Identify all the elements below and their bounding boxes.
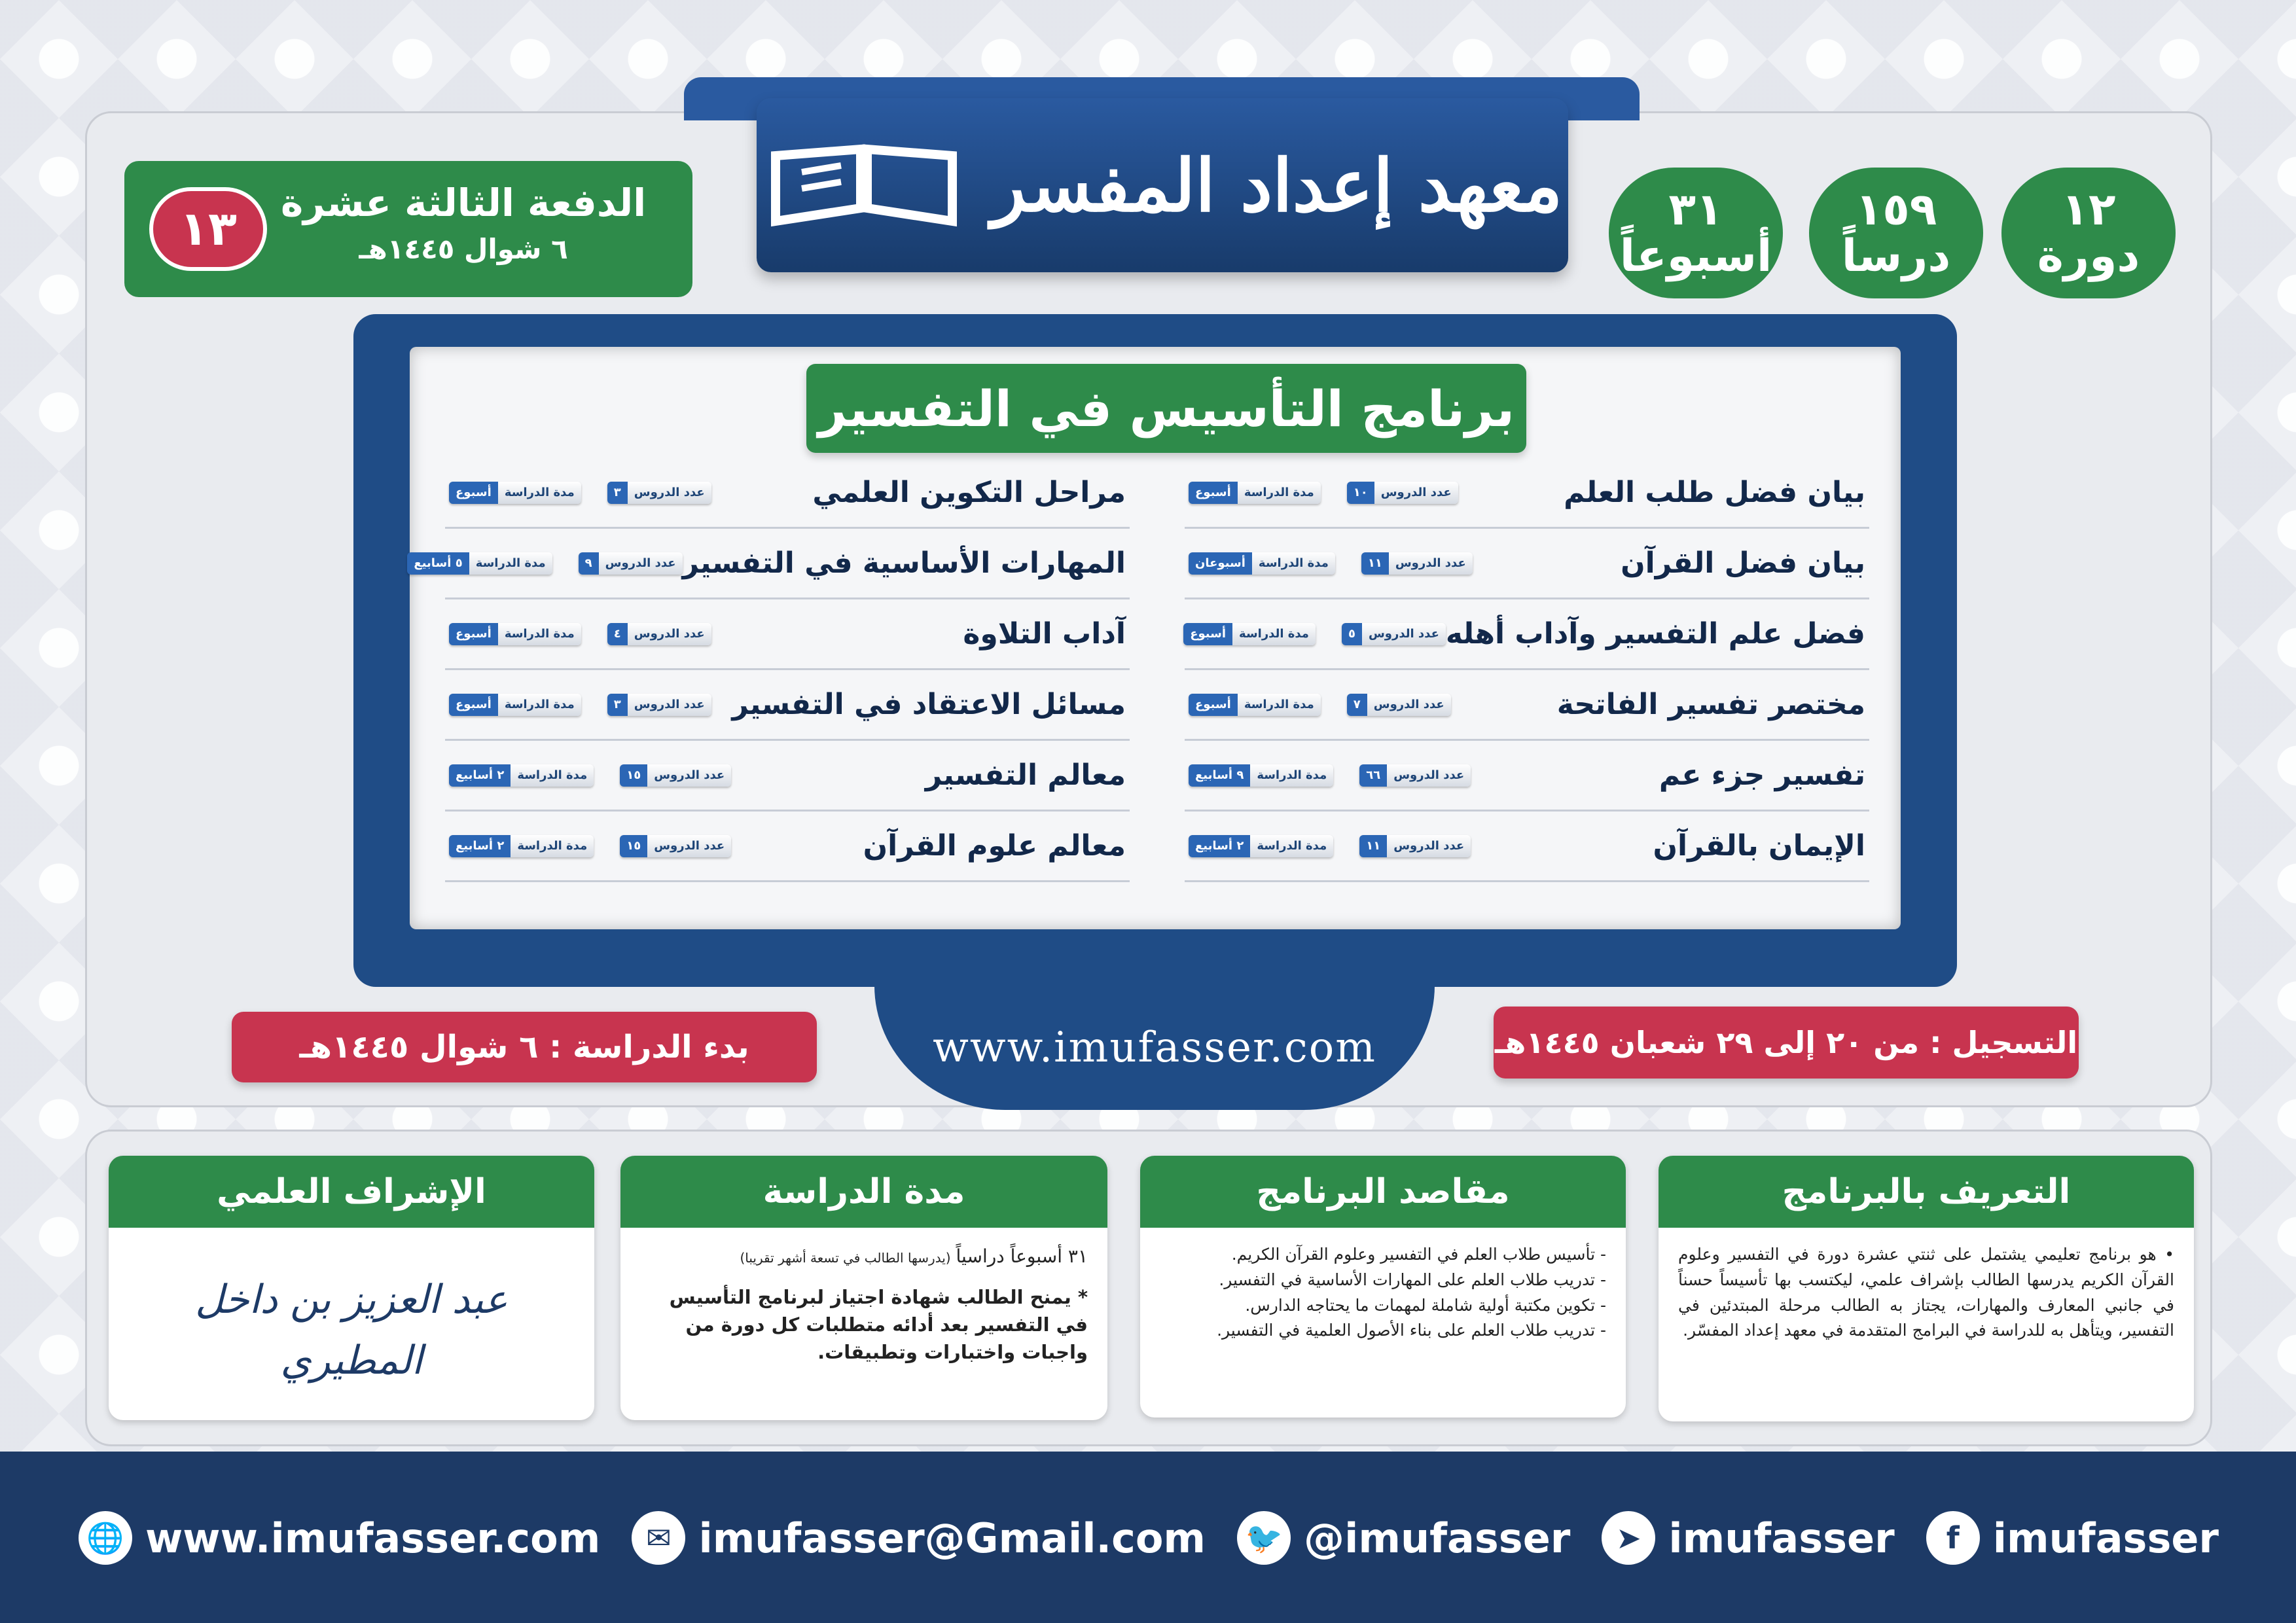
- course-row: [1185, 741, 1869, 812]
- lessons-value: ٣: [607, 482, 628, 504]
- course-tags: [1189, 764, 1471, 787]
- course-row: [1185, 458, 1869, 529]
- course-row: [445, 812, 1130, 882]
- globe-icon: 🌐: [79, 1511, 132, 1565]
- lessons-value: ٥: [1342, 623, 1362, 645]
- lessons-count-tag: [620, 835, 731, 857]
- batch-date: ٦ شوال ١٤٤٥هـ: [359, 233, 568, 265]
- lessons-value: ٣: [607, 694, 628, 716]
- goal-item: - تكوين مكتبة أولية شاملة لمهمات ما يحتاجه الدارس.: [1245, 1295, 1606, 1315]
- lessons-label: عدد الدروس: [1387, 764, 1471, 787]
- certificate-note: * يمنح الطالب شهادة اجتياز لبرنامج التأسيس في التفسير بعد أدائه متطلبات كل دورة من واجبات واختبارات وتطبيقات.: [669, 1286, 1088, 1364]
- duration-tag: [1183, 623, 1316, 645]
- course-tags: [449, 764, 731, 787]
- lessons-count-tag: [1347, 482, 1458, 504]
- course-row: [1185, 529, 1869, 599]
- goal-item: - تأسيس طلاب العلم في التفسير وعلوم القرآن الكريم.: [1231, 1245, 1606, 1264]
- stat-lessons-value: ١٥٩: [1855, 183, 1937, 236]
- lessons-count-tag: [607, 623, 711, 645]
- lessons-label: عدد الدروس: [628, 623, 711, 645]
- footer-contact-text[interactable]: imufasser: [1992, 1514, 2219, 1562]
- program-title: برنامج التأسيس في التفسير: [817, 379, 1515, 438]
- footer-contact-text[interactable]: @imufasser: [1304, 1514, 1571, 1562]
- website-tab[interactable]: [874, 986, 1435, 1110]
- course-row: [1185, 599, 1869, 670]
- course-tags: [1189, 694, 1451, 716]
- duration-tag: [1189, 835, 1333, 857]
- footer-contact-email[interactable]: [632, 1511, 1206, 1565]
- stat-courses: [2001, 168, 2176, 298]
- lessons-label: عدد الدروس: [647, 764, 731, 787]
- duration-note: (يدرسها الطالب في تسعة أشهر تقريبا): [740, 1250, 951, 1266]
- duration-value: أسبوع: [449, 482, 498, 504]
- duration-tag: [407, 552, 552, 575]
- duration-label: مدة الدراسة: [1250, 764, 1333, 787]
- stat-weeks-value: ٣١: [1668, 183, 1723, 236]
- duration-tag: [449, 694, 581, 716]
- footer-contact-facebook[interactable]: [1926, 1511, 2219, 1565]
- telegram-icon: ➤: [1602, 1511, 1655, 1565]
- duration-label: مدة الدراسة: [469, 552, 552, 575]
- lessons-value: ١٥: [620, 835, 647, 857]
- course-tags: [449, 835, 731, 857]
- lessons-label: عدد الدروس: [599, 552, 683, 575]
- lessons-value: ٩: [579, 552, 599, 575]
- card-supervision: [109, 1156, 594, 1420]
- lessons-value: ١١: [1361, 552, 1389, 575]
- footer-contact-telegram[interactable]: [1602, 1511, 1894, 1565]
- course-title: المهارات الأساسية في التفسير: [682, 546, 1126, 580]
- course-row: [414, 529, 1130, 599]
- duration-tag: [449, 623, 581, 645]
- lessons-label: عدد الدروس: [628, 694, 711, 716]
- registration-text: التسجيل : من ٢٠ إلى ٢٩ شعبان ١٤٤٥هـ: [1494, 1025, 2078, 1060]
- course-tags: [1189, 482, 1458, 504]
- course-tags: [449, 694, 711, 716]
- lessons-value: ٤: [607, 623, 628, 645]
- lessons-value: ٦٦: [1359, 764, 1387, 787]
- course-row: [445, 741, 1130, 812]
- card-supervision-title: الإشراف العلمي: [109, 1156, 594, 1228]
- duration-label: مدة الدراسة: [498, 694, 581, 716]
- card-goals: [1140, 1156, 1626, 1418]
- duration-tag: [1189, 694, 1321, 716]
- footer-contact-text[interactable]: www.imufasser.com: [145, 1514, 601, 1562]
- duration-value: أسبوع: [449, 623, 498, 645]
- logo-banner: [757, 98, 1568, 272]
- stat-courses-value: ١٢: [2061, 183, 2116, 236]
- footer-contact-text[interactable]: imufasser: [1668, 1514, 1895, 1562]
- duration-label: مدة الدراسة: [1252, 552, 1335, 575]
- course-tags: [1189, 552, 1473, 575]
- course-row: [1185, 812, 1869, 882]
- batch-title: الدفعة الثالثة عشرة: [280, 181, 647, 225]
- duration-label: مدة الدراسة: [498, 623, 581, 645]
- email-icon: ✉: [632, 1511, 685, 1565]
- duration-tag: [449, 482, 581, 504]
- lessons-label: عدد الدروس: [1367, 694, 1451, 716]
- duration-weeks: ٣١ أسبوعاً دراسياً: [956, 1245, 1088, 1267]
- stat-weeks: [1609, 168, 1783, 298]
- course-title: بيان فضل طلب العلم: [1564, 476, 1865, 509]
- book-logo-icon: [762, 136, 965, 234]
- lessons-value: ١١: [1359, 835, 1387, 857]
- duration-value: أسبوع: [1189, 694, 1238, 716]
- stat-lessons-label: درساً: [1841, 230, 1951, 282]
- goal-item: - تدريب طلاب العلم على المهارات الأساسية في التفسير.: [1219, 1270, 1606, 1289]
- card-duration: [620, 1156, 1107, 1420]
- lessons-label: عدد الدروس: [628, 482, 711, 504]
- duration-value: أسبوعان: [1189, 552, 1252, 575]
- duration-tag: [1189, 552, 1335, 575]
- course-tags: [407, 552, 682, 575]
- footer-contact-text[interactable]: imufasser@Gmail.com: [698, 1514, 1206, 1562]
- facebook-icon: f: [1926, 1511, 1980, 1565]
- duration-tag: [449, 835, 594, 857]
- stat-lessons: [1809, 168, 1983, 298]
- study-start-text: بدء الدراسة : ٦ شوال ١٤٤٥هـ: [299, 1029, 749, 1065]
- card-duration-body: [620, 1228, 1107, 1381]
- duration-value: أسبوع: [1183, 623, 1232, 645]
- lessons-label: عدد الدروس: [1389, 552, 1473, 575]
- lessons-count-tag: [1359, 835, 1471, 857]
- duration-value: ٥ أسابيع: [407, 552, 469, 575]
- duration-label: مدة الدراسة: [511, 764, 594, 787]
- courses-right-column: [1185, 458, 1869, 890]
- lessons-value: ١٥: [620, 764, 647, 787]
- lessons-value: ١٠: [1347, 482, 1374, 504]
- course-tags: [449, 623, 711, 645]
- duration-label: مدة الدراسة: [1238, 482, 1321, 504]
- course-title: معالم التفسير: [925, 758, 1126, 792]
- lessons-label: عدد الدروس: [647, 835, 731, 857]
- website-link[interactable]: www.imufasser.com: [933, 1024, 1376, 1072]
- twitter-icon: 🐦: [1237, 1511, 1291, 1565]
- footer-contacts: [79, 1486, 2219, 1590]
- duration-value: أسبوع: [449, 694, 498, 716]
- goal-item: - تدريب طلاب العلم على بناء الأصول العلمية في التفسير.: [1217, 1321, 1606, 1340]
- registration-box: [1494, 1007, 2079, 1079]
- batch-number-badge: [149, 187, 267, 271]
- course-title: آداب التلاوة: [963, 617, 1126, 651]
- card-intro-body: • هو برنامج تعليمي يشتمل على ثنتي عشرة دورة في التفسير وعلوم القرآن الكريم يدرسها الطالب بإشراف علمي، ليكتسب بها تأسيساً حسناً في جانبي المعارف والمهارات، يجتاز به الطالب مرحلة المبتدئين في التفسير، ويتأهل به للدراسة في البرامج المتقدمة في معهد إعداد المفسّر.: [1678, 1245, 2174, 1340]
- course-title: بيان فضل القرآن: [1621, 546, 1865, 580]
- course-title: الإيمان بالقرآن: [1653, 829, 1865, 863]
- duration-value: أسبوع: [1189, 482, 1238, 504]
- duration-value: ٩ أسابيع: [1189, 764, 1250, 787]
- course-row: [445, 670, 1130, 741]
- card-intro-title: التعريف بالبرنامج: [1659, 1156, 2194, 1228]
- lessons-count-tag: [1361, 552, 1473, 575]
- lessons-label: عدد الدروس: [1387, 835, 1471, 857]
- duration-value: ٢ أسابيع: [449, 835, 511, 857]
- duration-label: مدة الدراسة: [498, 482, 581, 504]
- duration-value: ٢ أسابيع: [1189, 835, 1250, 857]
- duration-tag: [1189, 482, 1321, 504]
- lessons-count-tag: [607, 482, 711, 504]
- course-row: [445, 458, 1130, 529]
- footer-contact-twitter[interactable]: [1237, 1511, 1570, 1565]
- card-goals-body: [1140, 1228, 1626, 1358]
- lessons-count-tag: [1347, 694, 1451, 716]
- lessons-count-tag: [620, 764, 731, 787]
- supervisor-signature: عبد العزيز بن داخل المطيري: [195, 1277, 508, 1383]
- institute-name: معهد إعداد المفسر: [991, 143, 1563, 228]
- duration-label: مدة الدراسة: [1250, 835, 1333, 857]
- lessons-count-tag: [1342, 623, 1446, 645]
- stat-courses-label: دورة: [2037, 230, 2140, 282]
- course-title: فضل علم التفسير وآداب أهله: [1445, 617, 1865, 651]
- study-start-box: [232, 1012, 817, 1082]
- lessons-value: ٧: [1347, 694, 1367, 716]
- card-goals-title: مقاصد البرنامج: [1140, 1156, 1626, 1228]
- course-row: [1185, 670, 1869, 741]
- program-title-box: [806, 364, 1526, 453]
- course-tags: [1189, 835, 1471, 857]
- card-duration-title: مدة الدراسة: [620, 1156, 1107, 1228]
- duration-tag: [449, 764, 594, 787]
- duration-label: مدة الدراسة: [1232, 623, 1316, 645]
- course-title: معالم علوم القرآن: [863, 829, 1126, 863]
- card-intro: [1659, 1156, 2194, 1421]
- course-title: تفسير جزء عم: [1659, 758, 1865, 792]
- duration-tag: [1189, 764, 1333, 787]
- course-title: مراحل التكوين العلمي: [812, 476, 1126, 509]
- batch-box: [124, 161, 692, 297]
- course-row: [445, 599, 1130, 670]
- stat-weeks-label: أسبوعاً: [1619, 230, 1772, 282]
- batch-number: ١٣: [179, 201, 237, 257]
- course-tags: [1183, 623, 1446, 645]
- duration-value: ٢ أسابيع: [449, 764, 511, 787]
- duration-label: مدة الدراسة: [511, 835, 594, 857]
- course-title: مسائل الاعتقاد في التفسير: [732, 688, 1126, 721]
- lessons-count-tag: [579, 552, 683, 575]
- footer-contact-globe[interactable]: [79, 1511, 600, 1565]
- lessons-count-tag: [1359, 764, 1471, 787]
- lessons-count-tag: [607, 694, 711, 716]
- course-title: مختصر تفسير الفاتحة: [1556, 688, 1865, 721]
- duration-label: مدة الدراسة: [1238, 694, 1321, 716]
- lessons-label: عدد الدروس: [1374, 482, 1458, 504]
- courses-left-column: [414, 458, 1130, 890]
- card-supervision-body: [109, 1228, 594, 1420]
- lessons-label: عدد الدروس: [1362, 623, 1446, 645]
- course-tags: [449, 482, 711, 504]
